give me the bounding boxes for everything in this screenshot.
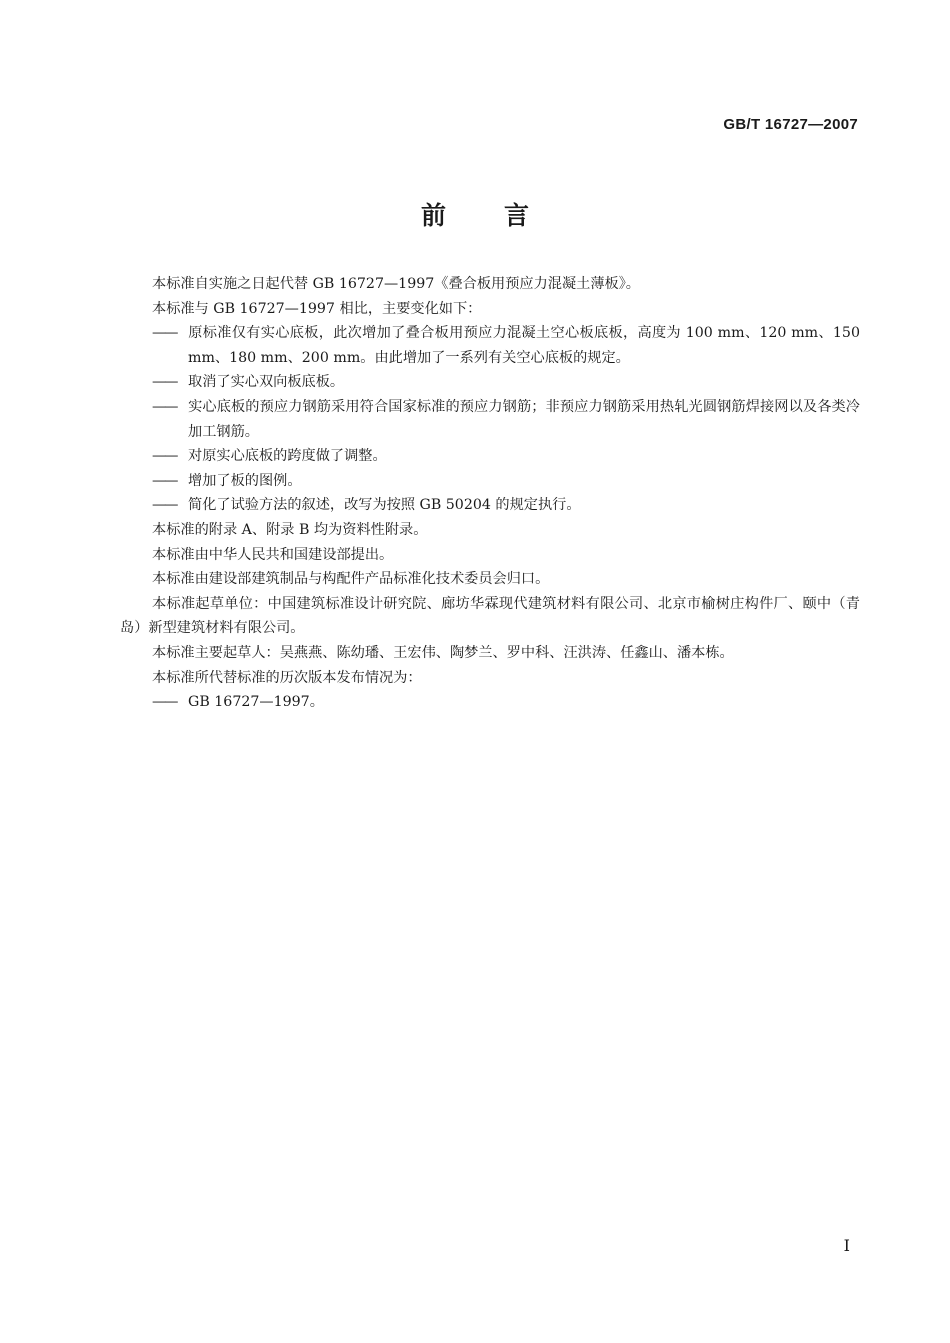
change-item (120, 493, 860, 518)
change-item-text: 简化了试验方法的叙述，改写为按照 GB 50204 的规定执行。 (188, 497, 581, 514)
dash-mark: —— (152, 497, 177, 514)
change-item (120, 395, 860, 444)
dash-mark: —— (152, 374, 177, 391)
paragraph-committee: 本标准由建设部建筑制品与构配件产品标准化技术委员会归口。 (152, 571, 550, 588)
change-item-text: 原标准仅有实心底板，此次增加了叠合板用预应力混凝土空心板底板，高度为 100 mm、120 mm、150 mm、180 mm、200 mm。由此增加了一系列有关空心底板的规定。 (188, 325, 860, 366)
page-title: 前言 (420, 201, 587, 230)
history-item (120, 690, 860, 715)
document-body (120, 272, 860, 715)
paragraph-replacement-notice: 本标准自实施之日起代替 GB 16727—1997《叠合板用预应力混凝土薄板》。 (152, 276, 640, 292)
change-item (120, 444, 860, 469)
dash-mark: —— (152, 448, 177, 465)
change-item-text: 取消了实心双向板底板。 (188, 374, 345, 391)
change-item-text: 实心底板的预应力钢筋采用符合国家标准的预应力钢筋；非预应力钢筋采用热轧光圆钢筋焊接网以及各类冷加工钢筋。 (188, 398, 860, 440)
paragraph-proposer: 本标准由中华人民共和国建设部提出。 (152, 546, 394, 563)
history-item-text: GB 16727—1997。 (188, 694, 324, 711)
dash-mark: —— (152, 694, 177, 711)
paragraph-history-intro: 本标准所代替标准的历次版本发布情况为： (152, 669, 422, 686)
paragraph-drafters: 本标准主要起草人：吴燕燕、陈幼璠、王宏伟、陶梦兰、罗中科、汪洪涛、任鑫山、潘本栋。 (152, 644, 734, 661)
dash-mark: —— (152, 472, 177, 489)
change-item (120, 370, 860, 395)
paragraph-changes-intro: 本标准与 GB 16727—1997 相比，主要变化如下： (152, 300, 482, 317)
change-item (120, 321, 860, 370)
change-item (120, 469, 860, 494)
change-item-text: 增加了板的图例。 (188, 472, 302, 489)
dash-mark: —— (152, 325, 177, 342)
paragraph-appendix-note: 本标准的附录 A、附录 B 均为资料性附录。 (152, 521, 428, 538)
paragraph-drafting-units: 本标准起草单位：中国建筑标准设计研究院、廊坊华霖现代建筑材料有限公司、北京市榆树庄构件厂、颐中（青岛）新型建筑材料有限公司。 (120, 595, 860, 637)
standard-code: GB/T 16727—2007 (723, 116, 858, 133)
change-item-text: 对原实心底板的跨度做了调整。 (188, 448, 387, 465)
page-number: I (843, 1236, 850, 1255)
dash-mark: —— (152, 398, 177, 415)
